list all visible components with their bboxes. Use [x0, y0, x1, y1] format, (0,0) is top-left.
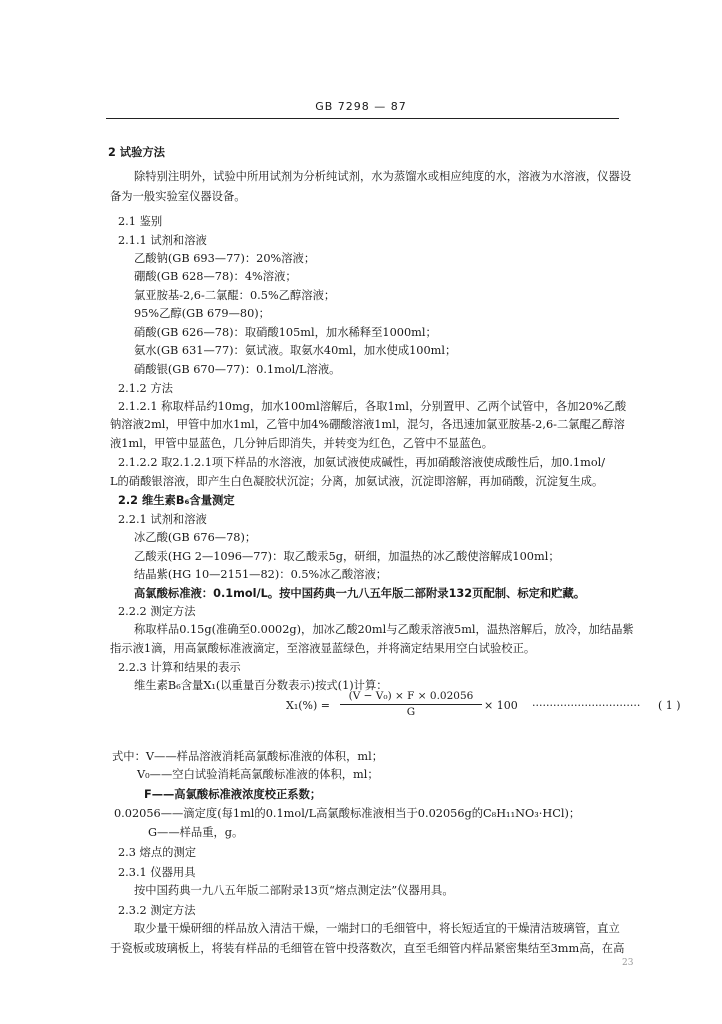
text-line: 0.02056——滴定度(每1ml的0.1mol/L高氯酸标准液相当于0.02056g的C₈H₁₁NO₃·HCl)； [114, 807, 581, 820]
text-line: 2.1.1 试剂和溶液 [118, 234, 207, 247]
text-line: 氨水(GB 631—77)：氨试液。取氨水40ml，加水使成100ml； [134, 344, 457, 357]
text-line: 维生素B₆含量X₁(以重量百分数表示)按式(1)计算： [134, 679, 388, 692]
formula-multiplier: × 100 [484, 699, 518, 712]
text-line: 除特别注明外，试验中所用试剂为分析纯试剂，水为蒸馏水或相应纯度的水，溶液为水溶液，仪器设 [134, 170, 632, 183]
text-line: 乙酸汞(HG 2—1096—77)：取乙酸汞5g，研细，加温热的冰乙酸使溶解成100ml； [134, 550, 560, 563]
text-line: 2.1.2 方法 [118, 382, 173, 395]
text-line: 冰乙酸(GB 676—78)； [134, 531, 257, 544]
formula-lhs: X₁(%) = [286, 699, 330, 712]
text-line: 2.2.3 计算和结果的表示 [118, 661, 241, 674]
fraction-bar [340, 704, 482, 705]
page-number: 23 [622, 958, 634, 968]
text-line: 氯亚胺基-2,6-二氯醌：0.5%乙醇溶液； [134, 289, 336, 302]
text-line: 指示液1滴，用高氯酸标准液滴定，至溶液显蓝绿色，并将滴定结果用空白试验校正。 [110, 642, 536, 655]
text-line: 按中国药典一九八五年版二部附录13页“熔点测定法”仪器用具。 [134, 884, 454, 897]
text-line: 2.1.2.1 称取样品约10mg，加水100ml溶解后，各取1ml，分别置甲、乙两个试管中，各加20%乙酸 [118, 400, 627, 413]
equation-number: ( 1 ) [658, 699, 681, 712]
header-rule [106, 118, 619, 119]
text-line: 2.1.2.2 取2.1.2.1项下样品的水溶液，加氨试液使成碱性，再加硝酸溶液使成酸性后，加0.1mol/ [118, 456, 606, 469]
text-line: 结晶紫(HG 10—2151—82)：0.5%冰乙酸溶液； [134, 568, 388, 581]
text-line: 2.2 维生素B₆含量测定 [118, 494, 235, 507]
text-line: 硝酸银(GB 670—77)：0.1mol/L溶液。 [134, 363, 341, 376]
text-line: 2.3.2 测定方法 [118, 904, 196, 917]
text-line: F——高氯酸标准液浓度校正系数； [144, 788, 322, 801]
text-line: 2 试验方法 [108, 146, 165, 159]
standard-code-header: GB 7298 — 87 [315, 100, 407, 113]
text-line: 硝酸(GB 626—78)：取硝酸105ml，加水稀释至1000ml； [134, 326, 437, 339]
text-line: 乙酸钠(GB 693—77)：20%溶液； [134, 252, 316, 265]
text-line: 2.2.2 测定方法 [118, 605, 196, 618]
formula-fraction [340, 690, 482, 718]
text-line: 2.2.1 试剂和溶液 [118, 513, 207, 526]
text-line: 取少量干燥研细的样品放入清洁干燥，一端封口的毛细管中，将长短适宜的干燥清洁玻璃管，直立 [134, 922, 620, 935]
text-line: V₀——空白试验消耗高氯酸标准液的体积，ml； [137, 768, 379, 781]
text-line: 于瓷板或玻璃板上，将装有样品的毛细管在管中投落数次，直至毛细管内样品紧密集结至3mm高，在高 [110, 942, 625, 955]
text-line: 2.1 鉴别 [118, 215, 163, 228]
text-line: G——样品重，g。 [148, 826, 244, 839]
text-line: 液1ml，甲管中显蓝色，几分钟后即消失，并转变为红色，乙管中不显蓝色。 [110, 437, 494, 450]
formula-denominator: G [406, 706, 416, 718]
text-line: 2.3.1 仪器用具 [118, 866, 196, 879]
formula-numerator: (V − V₀) × F × 0.02056 [348, 690, 474, 702]
formula-1 [286, 690, 686, 720]
text-line: 95%乙醇(GB 679—80)； [134, 307, 270, 320]
text-line: 式中：V——样品溶液消耗高氯酸标准液的体积，ml； [112, 750, 384, 763]
text-line: 高氯酸标准液：0.1mol/L。按中国药典一九八五年版二部附录132页配制、标定和贮藏。 [134, 587, 586, 600]
formula-leader-dots: ······························· [532, 699, 641, 712]
text-line: 钠溶液2ml，甲管中加水1ml，乙管中加4%硼酸溶液1ml，混匀，各迅速加氯亚胺基-2,6-二氯醌乙醇溶 [110, 418, 625, 431]
text-line: 备为一般实验室仪器设备。 [110, 190, 246, 203]
text-line: 2.3 熔点的测定 [118, 846, 197, 859]
text-line: L的硝酸银溶液，即产生白色凝胶状沉淀；分离，加氨试液，沉淀即溶解，再加硝酸，沉淀复生成。 [110, 475, 604, 488]
text-line: 称取样品0.15g(准确至0.0002g)，加冰乙酸20ml与乙酸汞溶液5ml，温热溶解后，放冷，加结晶紫 [134, 623, 634, 636]
text-line: 硼酸(GB 628—78)：4%溶液； [134, 270, 297, 283]
